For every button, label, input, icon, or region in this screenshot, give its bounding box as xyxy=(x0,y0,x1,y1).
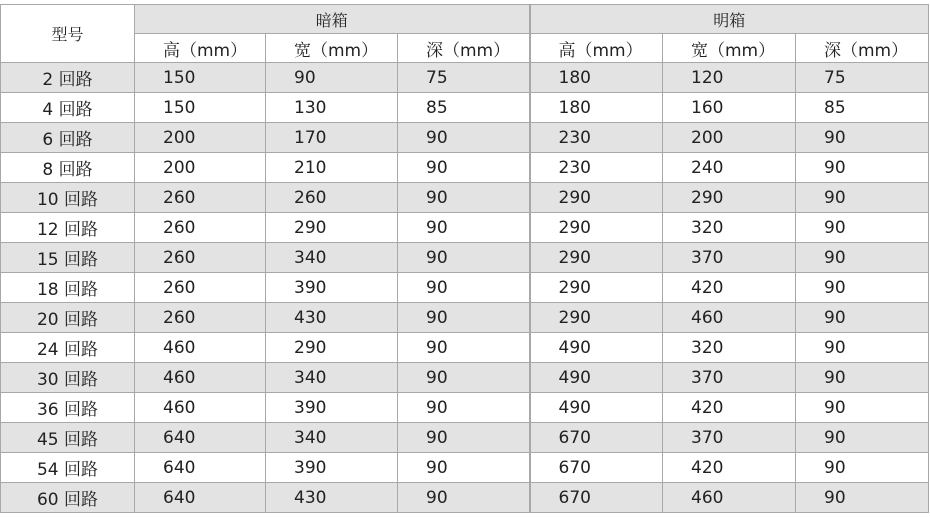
surface-width-cell: 460 xyxy=(663,483,796,513)
surface-width-cell: 370 xyxy=(663,363,796,393)
table-row xyxy=(1,153,929,183)
header-column-row xyxy=(1,34,929,63)
surface-width-cell: 320 xyxy=(663,333,796,363)
concealed-height-cell: 260 xyxy=(135,213,266,243)
surface-width-cell: 120 xyxy=(663,63,796,93)
table-row xyxy=(1,243,929,273)
concealed-depth-cell: 90 xyxy=(398,303,530,333)
concealed-height-cell: 640 xyxy=(135,453,266,483)
surface-depth-cell: 90 xyxy=(796,153,929,183)
surface-width-cell: 290 xyxy=(663,183,796,213)
concealed-width-cell: 90 xyxy=(266,63,398,93)
concealed-width-cell: 210 xyxy=(266,153,398,183)
surface-height-cell: 180 xyxy=(530,63,663,93)
surface-width-cell: 420 xyxy=(663,273,796,303)
concealed-width-cell: 390 xyxy=(266,273,398,303)
group-header-surface: 明箱 xyxy=(530,5,929,34)
concealed-width-cell: 430 xyxy=(266,483,398,513)
concealed-depth-cell: 85 xyxy=(398,93,530,123)
model-cell: 20 回路 xyxy=(1,303,135,333)
surface-width-cell: 420 xyxy=(663,393,796,423)
concealed-height-cell: 260 xyxy=(135,243,266,273)
surface-height-cell: 490 xyxy=(530,393,663,423)
concealed-height-cell: 260 xyxy=(135,273,266,303)
model-cell: 30 回路 xyxy=(1,363,135,393)
concealed-width-cell: 340 xyxy=(266,243,398,273)
surface-width-cell: 200 xyxy=(663,123,796,153)
concealed-height-cell: 260 xyxy=(135,183,266,213)
table-row xyxy=(1,93,929,123)
surface-height-cell: 230 xyxy=(530,153,663,183)
surface-width-cell: 420 xyxy=(663,453,796,483)
concealed-width-cell: 340 xyxy=(266,423,398,453)
surface-height-cell: 670 xyxy=(530,423,663,453)
model-cell: 8 回路 xyxy=(1,153,135,183)
concealed-height-cell: 460 xyxy=(135,393,266,423)
column-header-depth: 深（mm） xyxy=(796,34,929,63)
concealed-depth-cell: 90 xyxy=(398,423,530,453)
concealed-height-cell: 150 xyxy=(135,93,266,123)
surface-width-cell: 160 xyxy=(663,93,796,123)
surface-width-cell: 370 xyxy=(663,243,796,273)
table-row xyxy=(1,303,929,333)
table-row xyxy=(1,183,929,213)
group-header-concealed: 暗箱 xyxy=(135,5,530,34)
table-row xyxy=(1,123,929,153)
concealed-width-cell: 390 xyxy=(266,453,398,483)
surface-depth-cell: 90 xyxy=(796,183,929,213)
concealed-height-cell: 640 xyxy=(135,423,266,453)
concealed-depth-cell: 90 xyxy=(398,453,530,483)
table-row xyxy=(1,483,929,513)
column-header-width: 宽（mm） xyxy=(663,34,796,63)
column-header-width: 宽（mm） xyxy=(266,34,398,63)
header-group-row xyxy=(1,5,929,34)
model-cell: 36 回路 xyxy=(1,393,135,423)
surface-height-cell: 290 xyxy=(530,303,663,333)
table-row xyxy=(1,423,929,453)
table-row xyxy=(1,453,929,483)
surface-depth-cell: 90 xyxy=(796,363,929,393)
spec-table xyxy=(0,4,929,513)
model-cell: 45 回路 xyxy=(1,423,135,453)
concealed-depth-cell: 90 xyxy=(398,123,530,153)
concealed-depth-cell: 90 xyxy=(398,243,530,273)
surface-depth-cell: 90 xyxy=(796,453,929,483)
surface-depth-cell: 85 xyxy=(796,93,929,123)
model-cell: 54 回路 xyxy=(1,453,135,483)
surface-depth-cell: 90 xyxy=(796,483,929,513)
model-cell: 2 回路 xyxy=(1,63,135,93)
concealed-depth-cell: 90 xyxy=(398,213,530,243)
column-header-depth: 深（mm） xyxy=(398,34,530,63)
column-header-height: 高（mm） xyxy=(135,34,266,63)
concealed-depth-cell: 90 xyxy=(398,363,530,393)
concealed-depth-cell: 90 xyxy=(398,393,530,423)
surface-depth-cell: 90 xyxy=(796,303,929,333)
surface-depth-cell: 90 xyxy=(796,123,929,153)
surface-width-cell: 370 xyxy=(663,423,796,453)
surface-depth-cell: 90 xyxy=(796,423,929,453)
concealed-height-cell: 150 xyxy=(135,63,266,93)
concealed-depth-cell: 90 xyxy=(398,153,530,183)
model-cell: 6 回路 xyxy=(1,123,135,153)
concealed-width-cell: 170 xyxy=(266,123,398,153)
surface-width-cell: 460 xyxy=(663,303,796,333)
concealed-height-cell: 260 xyxy=(135,303,266,333)
model-cell: 4 回路 xyxy=(1,93,135,123)
model-cell: 10 回路 xyxy=(1,183,135,213)
table-body xyxy=(1,63,929,513)
surface-height-cell: 290 xyxy=(530,183,663,213)
concealed-depth-cell: 90 xyxy=(398,483,530,513)
table-row xyxy=(1,63,929,93)
surface-height-cell: 230 xyxy=(530,123,663,153)
surface-depth-cell: 90 xyxy=(796,393,929,423)
surface-height-cell: 180 xyxy=(530,93,663,123)
concealed-height-cell: 460 xyxy=(135,333,266,363)
concealed-depth-cell: 90 xyxy=(398,273,530,303)
surface-height-cell: 290 xyxy=(530,213,663,243)
table-row xyxy=(1,363,929,393)
surface-height-cell: 490 xyxy=(530,333,663,363)
model-cell: 60 回路 xyxy=(1,483,135,513)
table-row xyxy=(1,213,929,243)
concealed-height-cell: 460 xyxy=(135,363,266,393)
concealed-height-cell: 200 xyxy=(135,153,266,183)
table-row xyxy=(1,273,929,303)
table-row xyxy=(1,393,929,423)
concealed-width-cell: 290 xyxy=(266,333,398,363)
concealed-depth-cell: 75 xyxy=(398,63,530,93)
surface-depth-cell: 90 xyxy=(796,273,929,303)
concealed-depth-cell: 90 xyxy=(398,333,530,363)
surface-height-cell: 290 xyxy=(530,243,663,273)
model-cell: 15 回路 xyxy=(1,243,135,273)
surface-height-cell: 670 xyxy=(530,453,663,483)
surface-width-cell: 320 xyxy=(663,213,796,243)
concealed-width-cell: 290 xyxy=(266,213,398,243)
column-header-height: 高（mm） xyxy=(530,34,663,63)
concealed-width-cell: 340 xyxy=(266,363,398,393)
concealed-width-cell: 130 xyxy=(266,93,398,123)
model-cell: 24 回路 xyxy=(1,333,135,363)
surface-height-cell: 670 xyxy=(530,483,663,513)
concealed-width-cell: 430 xyxy=(266,303,398,333)
table-header xyxy=(1,5,929,63)
surface-height-cell: 490 xyxy=(530,363,663,393)
surface-depth-cell: 90 xyxy=(796,333,929,363)
model-cell: 18 回路 xyxy=(1,273,135,303)
table-row xyxy=(1,333,929,363)
concealed-height-cell: 640 xyxy=(135,483,266,513)
surface-depth-cell: 90 xyxy=(796,243,929,273)
surface-depth-cell: 75 xyxy=(796,63,929,93)
concealed-width-cell: 390 xyxy=(266,393,398,423)
concealed-depth-cell: 90 xyxy=(398,183,530,213)
model-cell: 12 回路 xyxy=(1,213,135,243)
concealed-width-cell: 260 xyxy=(266,183,398,213)
surface-depth-cell: 90 xyxy=(796,213,929,243)
surface-width-cell: 240 xyxy=(663,153,796,183)
concealed-height-cell: 200 xyxy=(135,123,266,153)
surface-height-cell: 290 xyxy=(530,273,663,303)
model-column-header: 型号 xyxy=(1,5,135,63)
